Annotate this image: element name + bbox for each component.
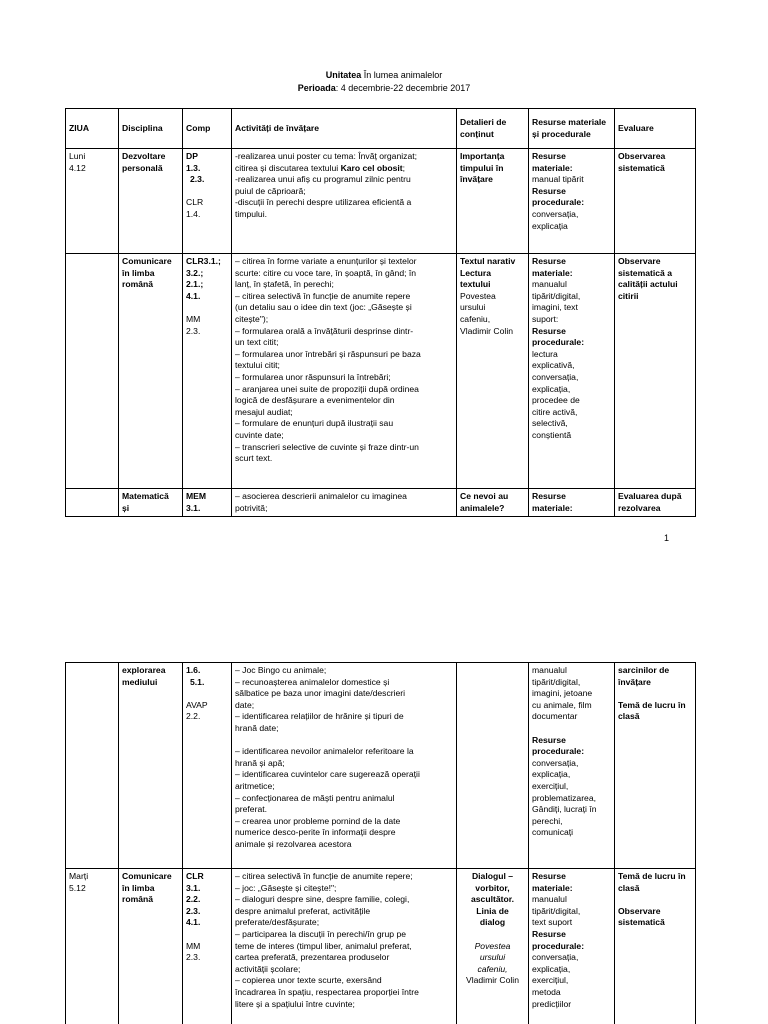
content-cell: Ce nevoi au animalele? bbox=[457, 489, 529, 517]
page-gap bbox=[0, 558, 768, 662]
plan-table-page2 bbox=[65, 662, 696, 1024]
evaluation-cell: Temă de lucru în clasă Observare sistematică bbox=[615, 869, 696, 1024]
col-header: Disciplina bbox=[119, 109, 183, 149]
table-row bbox=[66, 869, 696, 1024]
col-header: Activități de învățare bbox=[232, 109, 457, 149]
comp-cell: CLR3.1.; 3.2.; 2.1.; 4.1. MM 2.3. bbox=[183, 254, 232, 489]
document-header bbox=[0, 69, 768, 95]
resources-cell: Resurse materiale: manualul tipărit/digital, imagini, text suport: Resurse procedurale: lectura explicativă, conversația, explicația, procedee de citire activă, selectivă, conștientă bbox=[529, 254, 615, 489]
activities-cell: -realizarea unui poster cu tema: Învăț organizat; citirea și discutarea textului Karo cel obosit; -realizarea unui afiș cu programul zilnic pentru puiul de căprioară; -discuții în perechi despre utilizarea eficientă a timpului. bbox=[232, 149, 457, 254]
content-cell: Dialogul – vorbitor, ascultător. Linia de dialog Povestea ursului cafeniu, Vladimir Colin bbox=[457, 869, 529, 1024]
col-header: Evaluare bbox=[615, 109, 696, 149]
activities-cell: – citirea selectivă în funcție de anumite repere; – joc: „Găsește și citește!"; – dialoguri despre sine, despre familie, colegi, despre animalul preferat, activitățile preferate/desfășurate; – participarea la discuții în perechi/în grup pe teme de interes (timpul liber, animalul preferat, cartea preferată, prezentarea produselor activității școlare; – copierea unor texte scurte, exersând încadrarea în spațiu, respectarea proporției între litere și a spațiului între cuvinte; bbox=[232, 869, 457, 1024]
resources-cell: Resurse materiale: manualul tipărit/digital, text suport Resurse procedurale: conversația, explicația, exercițiul, metoda predicțiilor bbox=[529, 869, 615, 1024]
col-header: Detalieri de conținut bbox=[457, 109, 529, 149]
day-cell: Luni 4.12 bbox=[66, 149, 119, 254]
evaluation-cell: Observare sistematică a calității actului citirii bbox=[615, 254, 696, 489]
resources-cell: Resurse materiale: bbox=[529, 489, 615, 517]
plan-table-page1 bbox=[65, 108, 696, 517]
discipline-cell: Comunicare în limba română bbox=[119, 254, 183, 489]
content-cell: Importanța timpului în învățare bbox=[457, 149, 529, 254]
page-number: 1 bbox=[664, 533, 670, 543]
content-cell: Textul narativ Lectura textului Povestea ursului cafeniu, Vladimir Colin bbox=[457, 254, 529, 489]
discipline-cell: explorarea mediului bbox=[119, 663, 183, 869]
evaluation-cell: Observarea sistematică bbox=[615, 149, 696, 254]
discipline-cell: Comunicare în limba română bbox=[119, 869, 183, 1024]
col-header: ZIUA bbox=[66, 109, 119, 149]
evaluation-cell: Evaluarea după rezolvarea bbox=[615, 489, 696, 517]
table-row bbox=[66, 254, 696, 489]
day-cell bbox=[66, 254, 119, 489]
day-cell: Marți 5.12 bbox=[66, 869, 119, 1024]
comp-cell: MEM 3.1. bbox=[183, 489, 232, 517]
resources-cell: manualul tipărit/digital, imagini, jetoane cu animale, film documentar Resurse procedurale: conversația, explicația, exercițiul, problematizarea, Gândiți, lucrați în perechi, comunicați bbox=[529, 663, 615, 869]
resources-cell: Resurse materiale: manual tipărit Resurse procedurale: conversația, explicația bbox=[529, 149, 615, 254]
evaluation-cell: sarcinilor de învățare Temă de lucru în clasă bbox=[615, 663, 696, 869]
discipline-cell: Matematică și bbox=[119, 489, 183, 517]
table-row bbox=[66, 489, 696, 517]
content-cell bbox=[457, 663, 529, 869]
day-cell bbox=[66, 489, 119, 517]
unit-line: Unitatea În lumea animalelor bbox=[325, 70, 443, 80]
discipline-cell: Dezvoltare personală bbox=[119, 149, 183, 254]
comp-cell: 1.6. 5.1. AVAP 2.2. bbox=[183, 663, 232, 869]
table-row bbox=[66, 149, 696, 254]
activities-cell: – citirea în forme variate a enunțurilor și textelor scurte: citire cu voce tare, în șoaptă, în gând; în lanț, în ștafetă, în perechi; – citirea selectivă în funcție de anumite repere (un detaliu sau o idee din text (joc: „Găsește și citește"); – formularea orală a învățăturii desprinse dintr- un text citit; – formularea unor întrebări și răspunsuri pe baza textului citit; – formularea unor răspunsuri la întrebări; – aranjarea unei suite de propoziții după ordinea logică de desfășurare a evenimentelor din mesajul audiat; – formulare de enunțuri după ilustrații sau cuvinte date; – transcrieri selective de cuvinte și fraze dintr-un scurt text. bbox=[232, 254, 457, 489]
table-row bbox=[66, 663, 696, 869]
table-header-row bbox=[66, 109, 696, 149]
comp-cell: CLR 3.1. 2.2. 2.3. 4.1. MM 2.3. bbox=[183, 869, 232, 1024]
comp-cell: DP 1.3. 2.3. CLR 1.4. bbox=[183, 149, 232, 254]
col-header: Resurse materiale și procedurale bbox=[529, 109, 615, 149]
activities-cell: – Joc Bingo cu animale; – recunoașterea animalelor domestice și sălbatice pe baza unor imagini date/descrieri date; – identificarea relațiilor de hrănire și tipuri de hrană date; – identificarea nevoilor animalelor referitoare la hrană și apă; – identificarea cuvintelor care sugerează operații aritmetice; – confecționarea de măști pentru animalul preferat. – crearea unor probleme pornind de la date numerice desco-perite în informații despre animale și rezolvarea acestora bbox=[232, 663, 457, 869]
day-cell bbox=[66, 663, 119, 869]
activities-cell: – asocierea descrierii animalelor cu imaginea potrivită; bbox=[232, 489, 457, 517]
col-header: Comp bbox=[183, 109, 232, 149]
period-line: Perioada: 4 decembrie-22 decembrie 2017 bbox=[297, 83, 471, 93]
